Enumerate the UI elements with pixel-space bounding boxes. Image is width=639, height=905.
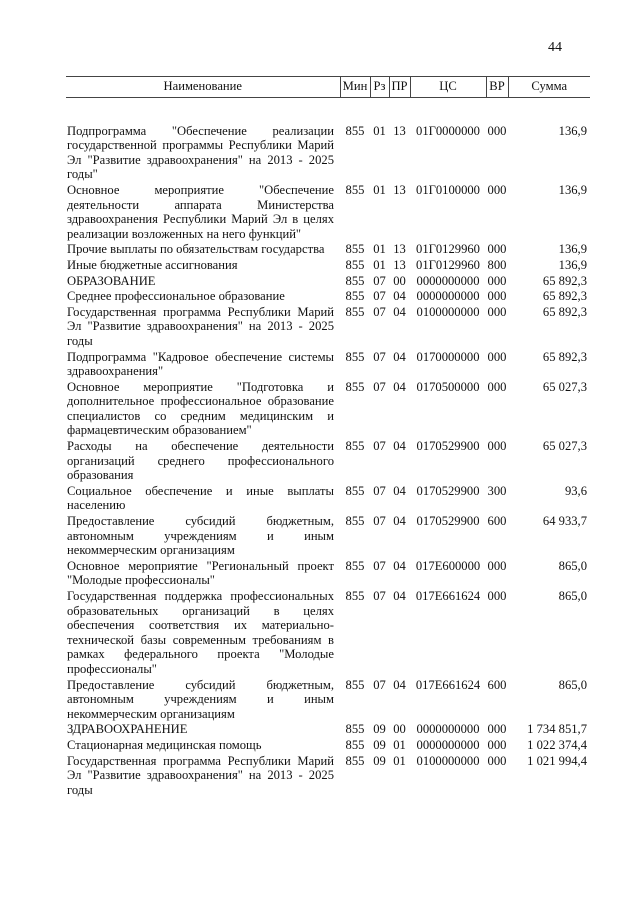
table-row [66,589,590,678]
row-cs: 01Г0129960 [416,242,480,257]
table-row [66,289,590,305]
row-min: 855 [345,182,365,197]
row-rz: 09 [373,722,386,737]
row-pr: 04 [393,589,406,603]
row-sum: 65 027,3 [542,439,587,454]
row-rz: 07 [373,558,386,573]
table-row [66,722,590,738]
row-vr: 000 [487,182,507,197]
row-name: ЗДРАВООХРАНЕНИЕ [67,722,188,737]
row-vr: 000 [487,273,507,288]
row-cs: 0100000000 [416,753,480,768]
row-cs: 0170529900 [416,483,480,498]
row-rz: 07 [373,514,386,529]
row-pr: 01 [393,737,406,752]
row-sum: 64 933,7 [542,514,587,529]
row-rz: 07 [373,483,386,498]
row-vr: 300 [487,483,507,498]
row-name: Предоставление субсидий бюджетным, автономным учреждениям и иным некоммерческим организациям [67,677,334,721]
row-cs: 0170529900 [416,514,480,529]
row-rz: 01 [373,182,386,197]
row-sum: 136,9 [558,182,587,197]
row-sum: 65 892,3 [542,273,587,288]
row-name: Социальное обеспечение и иные выплаты населению [67,483,334,513]
row-min: 855 [345,349,365,364]
row-sum: 65 892,3 [542,289,587,304]
row-rz: 07 [373,677,386,692]
row-name: Государственная поддержка профессиональных образовательных организаций в целях обеспечения соответствия их материально-технической базы современным требованиям в рамках федерального проекта "Молодые профессионалы" [67,589,334,676]
row-rz: 01 [373,257,386,272]
table-row [66,350,590,380]
table-header-row [66,77,590,98]
row-pr: 04 [393,349,406,364]
row-name: Расходы на обеспечение деятельности организаций среднего профессионального образования [67,439,334,483]
row-min: 855 [345,589,365,603]
table-row [66,258,590,274]
row-sum: 65 027,3 [542,379,587,394]
row-name: Государственная программа Республики Марий Эл "Развитие здравоохранения" на 2013 - 2025 годы [67,304,334,348]
row-min: 855 [345,242,365,257]
row-pr: 13 [393,182,406,197]
row-min: 855 [345,483,365,498]
table-row [66,380,590,439]
row-pr: 13 [393,242,406,257]
row-pr: 01 [393,753,406,768]
row-min: 855 [345,273,365,288]
row-pr: 04 [393,514,406,529]
row-name: Подпрограмма "Обеспечение реализации государственной программы Республики Марий Эл "Развитие здравоохранения" на 2013 - 2025 годы" [67,123,334,182]
row-rz: 07 [373,304,386,319]
row-sum: 136,9 [558,242,587,257]
row-vr: 000 [487,349,507,364]
row-min: 855 [345,558,365,573]
header-vr: ВР [486,77,508,98]
row-cs: 017Е661624 [415,589,481,603]
row-cs: 0000000000 [416,737,480,752]
row-cs: 01Г0100000 [416,182,480,197]
row-min: 855 [345,304,365,319]
row-name: Среднее профессиональное образование [67,289,285,304]
table-row [66,559,590,589]
row-pr: 13 [393,123,406,138]
header-pr: ПР [389,77,410,98]
row-cs: 017Е661624 [415,677,481,692]
table-row [66,97,590,183]
row-sum: 65 892,3 [542,349,587,364]
row-pr: 00 [393,722,406,737]
row-cs: 01Г0000000 [416,123,480,138]
row-name: Государственная программа Республики Марий Эл "Развитие здравоохранения" на 2013 - 2025 годы [67,753,334,797]
row-min: 855 [345,439,365,454]
row-pr: 04 [393,677,406,692]
row-rz: 07 [373,589,386,603]
row-rz: 01 [373,123,386,138]
budget-table [66,76,590,798]
row-min: 855 [345,379,365,394]
row-vr: 000 [487,304,507,319]
page-number: 44 [548,40,562,55]
row-name: Основное мероприятие "Обеспечение деятельности аппарата Министерства здравоохранения Республики Марий Эл в целях реализации возложенных на него функций" [67,182,334,241]
row-cs: 0170529900 [416,439,480,454]
row-vr: 000 [487,123,507,138]
table-row [66,678,590,723]
row-name: Подпрограмма "Кадровое обеспечение системы здравоохранения" [67,349,334,379]
row-name: Предоставление субсидий бюджетным, автономным учреждениям и иным некоммерческим организациям [67,514,334,558]
table-row [66,305,590,350]
row-pr: 13 [393,257,406,272]
row-pr: 04 [393,483,406,498]
row-rz: 01 [373,242,386,257]
table-row [66,754,590,799]
header-sum: Сумма [508,77,590,98]
row-min: 855 [345,722,365,737]
row-name: ОБРАЗОВАНИЕ [67,273,156,288]
row-sum: 865,0 [558,589,587,603]
header-name: Наименование [66,77,340,98]
table-row [66,738,590,754]
row-min: 855 [345,677,365,692]
row-sum: 1 734 851,7 [527,722,587,737]
row-vr: 000 [487,289,507,304]
row-min: 855 [345,289,365,304]
row-vr: 600 [487,677,507,692]
header-cs: ЦС [410,77,486,98]
table-row [66,484,590,514]
row-pr: 04 [393,289,406,304]
row-pr: 04 [393,439,406,454]
row-sum: 1 021 994,4 [527,753,587,768]
row-name: Основное мероприятие "Подготовка и дополнительное профессиональное образование специалистов со средним медицинским и фармацевтическим образованием" [67,379,334,438]
row-vr: 000 [487,558,507,573]
row-min: 855 [345,737,365,752]
row-cs: 017Е600000 [415,558,481,573]
table-row [66,274,590,290]
row-cs: 0000000000 [416,273,480,288]
row-vr: 800 [487,257,507,272]
row-rz: 09 [373,737,386,752]
row-sum: 865,0 [558,558,587,573]
row-min: 855 [345,514,365,529]
row-sum: 136,9 [558,123,587,138]
row-sum: 136,9 [558,257,587,272]
row-sum: 865,0 [558,677,587,692]
row-cs: 01Г0129960 [416,257,480,272]
row-name: Иные бюджетные ассигнования [67,257,238,272]
row-rz: 07 [373,379,386,394]
row-min: 855 [345,123,365,138]
row-vr: 600 [487,514,507,529]
row-sum: 93,6 [564,483,587,498]
row-rz: 07 [373,349,386,364]
row-cs: 0170000000 [416,349,480,364]
row-vr: 000 [487,722,507,737]
row-pr: 04 [393,558,406,573]
row-vr: 000 [487,589,507,603]
row-name: Стационарная медицинская помощь [67,737,262,752]
row-sum: 1 022 374,4 [527,737,587,752]
row-cs: 0170500000 [416,379,480,394]
row-cs: 0000000000 [416,289,480,304]
row-cs: 0100000000 [416,304,480,319]
table-row [66,183,590,242]
row-rz: 07 [373,289,386,304]
row-pr: 04 [393,304,406,319]
row-min: 855 [345,257,365,272]
table-row [66,439,590,484]
row-vr: 000 [487,753,507,768]
row-name: Основное мероприятие "Региональный проект "Молодые профессионалы" [67,558,334,588]
row-pr: 04 [393,379,406,394]
row-vr: 000 [487,439,507,454]
row-rz: 07 [373,439,386,454]
row-vr: 000 [487,379,507,394]
row-pr: 00 [393,273,406,288]
row-vr: 000 [487,737,507,752]
header-min: Мин [340,77,370,98]
row-min: 855 [345,753,365,768]
header-rz: Рз [370,77,389,98]
row-rz: 07 [373,273,386,288]
row-rz: 09 [373,753,386,768]
table-row [66,514,590,559]
row-vr: 000 [487,242,507,257]
table-row [66,242,590,258]
row-name: Прочие выплаты по обязательствам государства [67,242,325,257]
row-cs: 0000000000 [416,722,480,737]
row-sum: 65 892,3 [542,304,587,319]
